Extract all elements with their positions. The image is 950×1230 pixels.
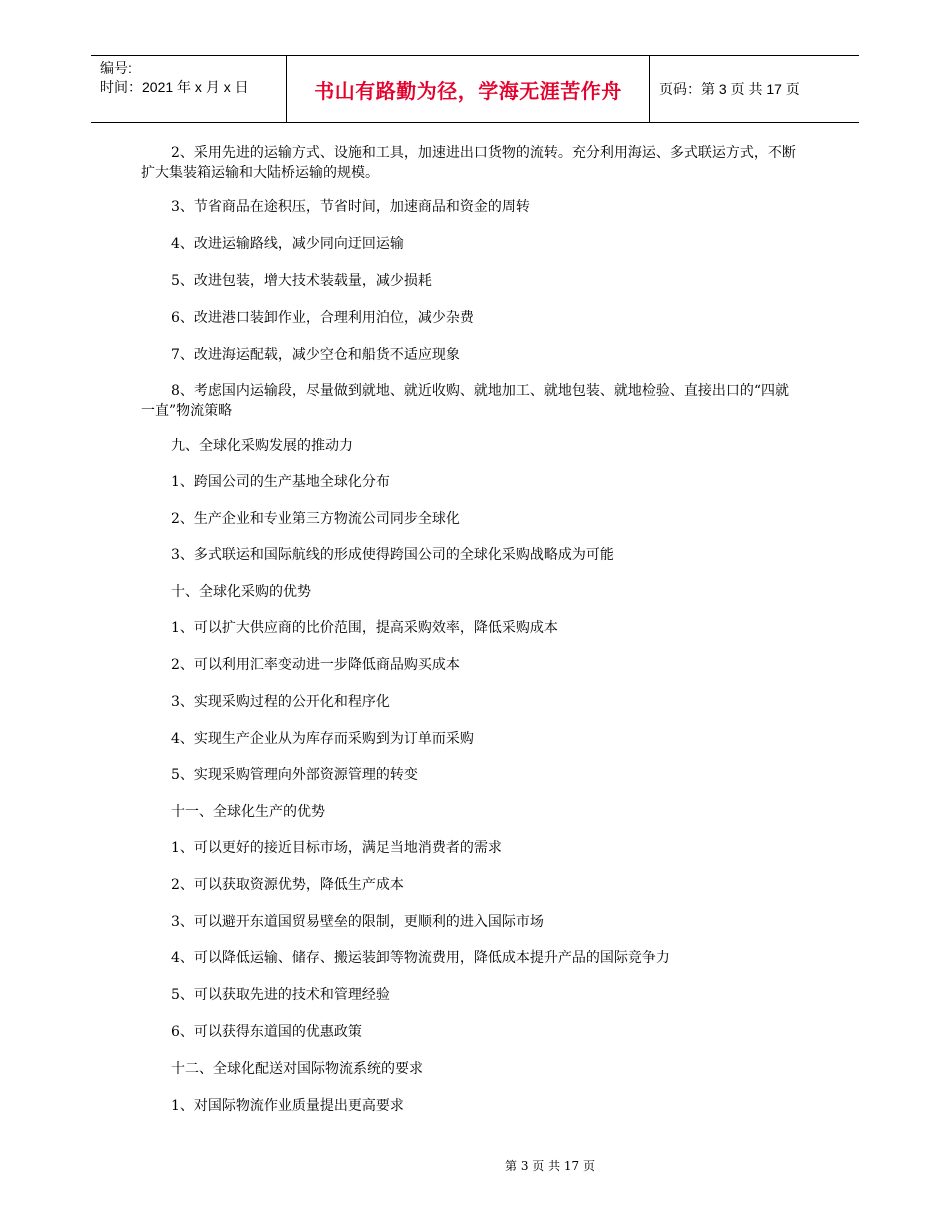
- header-page-cell: [649, 56, 859, 122]
- paragraph: 3、实现采购过程的公开化和程序化: [171, 694, 390, 710]
- paragraph: 3、多式联运和国际航线的形成使得跨国公司的全球化采购战略成为可能: [171, 547, 614, 563]
- paragraph: 2、采用先进的运输方式、设施和工具，加速进出口货物的流转。充分利用海运、多式联运方式，不断扩大集装箱运输和大陆桥运输的规模。: [141, 145, 796, 181]
- paragraph: 5、实现采购管理向外部资源管理的转变: [171, 767, 418, 783]
- paragraph: 6、可以获得东道国的优惠政策: [171, 1024, 362, 1040]
- paragraph: 2、可以获取资源优势，降低生产成本: [171, 877, 404, 893]
- paragraph: 1、跨国公司的生产基地全球化分布: [171, 474, 390, 490]
- header-motto-cell: [286, 56, 650, 122]
- section-heading: 九、全球化采购发展的推动力: [171, 438, 353, 454]
- footer-page-number: 第 3 页 共 17 页: [505, 1159, 595, 1173]
- header-motto: 书山有路勤为径，学海无涯苦作舟: [314, 78, 622, 103]
- section-heading: 十二、全球化配送对国际物流系统的要求: [171, 1061, 423, 1077]
- paragraph: 4、实现生产企业从为库存而采购到为订单而采购: [171, 731, 474, 747]
- paragraph: 1、可以更好的接近目标市场，满足当地消费者的需求: [171, 840, 502, 856]
- paragraph: 1、对国际物流作业质量提出更高要求: [171, 1098, 404, 1114]
- paragraph: 8、考虑国内运输段，尽量做到就地、就近收购、就地加工、就地包装、就地检验、直接出口的“四就一直”物流策略: [141, 383, 790, 419]
- paragraph: 3、节省商品在途积压，节省时间，加速商品和资金的周转: [171, 199, 530, 215]
- header-meta: [91, 56, 286, 122]
- paragraph: 7、改进海运配载，减少空仓和船货不适应现象: [171, 347, 460, 363]
- paragraph: 4、可以降低运输、储存、搬运装卸等物流费用，降低成本提升产品的国际竞争力: [171, 950, 670, 966]
- paragraph: 5、改进包装，增大技术装载量，减少损耗: [171, 273, 432, 289]
- document-header: [91, 55, 859, 123]
- paragraph: 2、生产企业和专业第三方物流公司同步全球化: [171, 511, 460, 527]
- page-footer: [0, 1157, 950, 1174]
- paragraph: 5、可以获取先进的技术和管理经验: [171, 987, 390, 1003]
- paragraph: 6、改进港口装卸作业，合理利用泊位，减少杂费: [171, 310, 474, 326]
- paragraph: 2、可以利用汇率变动进一步降低商品购买成本: [171, 657, 460, 673]
- document-date: 时间：2021 年 x 月 x 日: [100, 79, 249, 95]
- header-page-info: 页码：第 3 页 共 17 页: [659, 81, 800, 97]
- section-heading: 十、全球化采购的优势: [171, 584, 311, 600]
- document-number-label: 编号:: [100, 60, 132, 76]
- paragraph: 1、可以扩大供应商的比价范围，提高采购效率，降低采购成本: [171, 620, 558, 636]
- section-heading: 十一、全球化生产的优势: [171, 804, 325, 820]
- paragraph: 4、改进运输路线，减少同向迂回运输: [171, 236, 404, 252]
- paragraph: 3、可以避开东道国贸易壁垒的限制，更顺利的进入国际市场: [171, 914, 544, 930]
